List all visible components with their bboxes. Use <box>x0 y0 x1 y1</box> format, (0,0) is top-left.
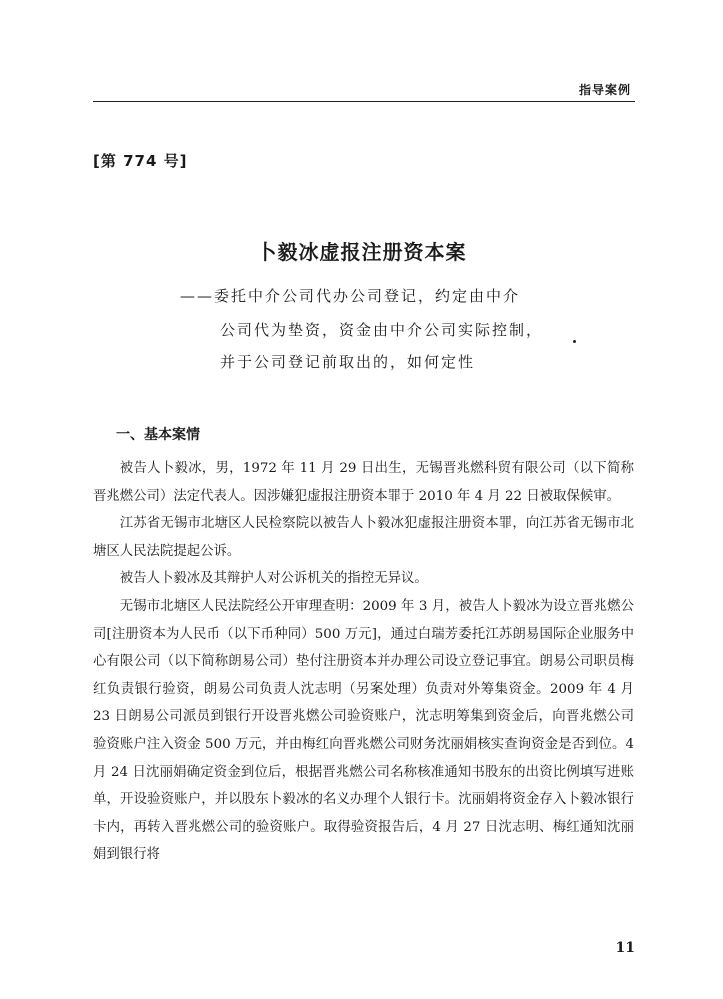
case-number: [第 774 号] <box>93 152 188 170</box>
case-title: 卜毅冰虚报注册资本案 <box>256 240 467 264</box>
page-number: 11 <box>615 940 635 956</box>
paragraph-defense: 被告人卜毅冰及其辩护人对公诉机关的指控无异议。 <box>119 571 428 587</box>
running-head: 指导案例 <box>578 83 631 97</box>
subtitle-line-2: 公司代为垫资，资金由中介公司实际控制， <box>220 321 544 339</box>
body-text <box>93 455 634 869</box>
paragraph-court-findings: 无锡市北塘区人民法院经公开审理查明：2009 年 3 月，被告人卜毅冰为设立晋兆燃公司[注册资本为人民币（以下币种同）500 万元]，通过白瑞芳委托江苏朗易国际企业服务中心有限公司（以下简称朗易公司）垫付注册资本并办理公司设立登记事宜。朗易公司职员梅红负责银行验资，朗易公司负责人沈志明（另案处理）负责对外筹集资金。2009 年 4 月 23 日朗易公司派员到银行开设晋兆燃公司验资账户，沈志明筹集到资金后，向晋兆燃公司验资账户注入资金 500 万元，并由梅红向晋兆燃公司财务沈丽娟核实查询资金是否到位。4 月 24 日沈丽娟确定资金到位后，根据晋兆燃公司名称核准通知书股东的出资比例填写进账单，开设验资账户，并以股东卜毅冰的名义办理个人银行卡。沈丽娟将资金存入卜毅冰银行卡内，再转入晋兆燃公司的验资账户。取得验资报告后，4 月 27 日沈志明、梅红通知沈丽娟到银行将 <box>93 598 634 863</box>
paragraph-defendant-info: 被告人卜毅冰，男，1972 年 11 月 29 日出生，无锡晋兆燃科贸有限公司（以下简称晋兆燃公司）法定代表人。因涉嫌犯虚报注册资本罪于 2010 年 4 月 22 日被取保候审。 <box>93 461 634 504</box>
subtitle-line-3: 并于公司登记前取出的，如何定性 <box>220 353 476 371</box>
print-speck <box>573 340 576 343</box>
header-rule <box>93 101 635 102</box>
paragraph-prosecution: 江苏省无锡市北塘区人民检察院以被告人卜毅冰犯虚报注册资本罪，向江苏省无锡市北塘区人民法院提起公诉。 <box>93 516 634 559</box>
subtitle-line-1: ——委托中介公司代办公司登记，约定由中介 <box>180 287 521 305</box>
section-heading: 一、基本案情 <box>116 427 200 443</box>
